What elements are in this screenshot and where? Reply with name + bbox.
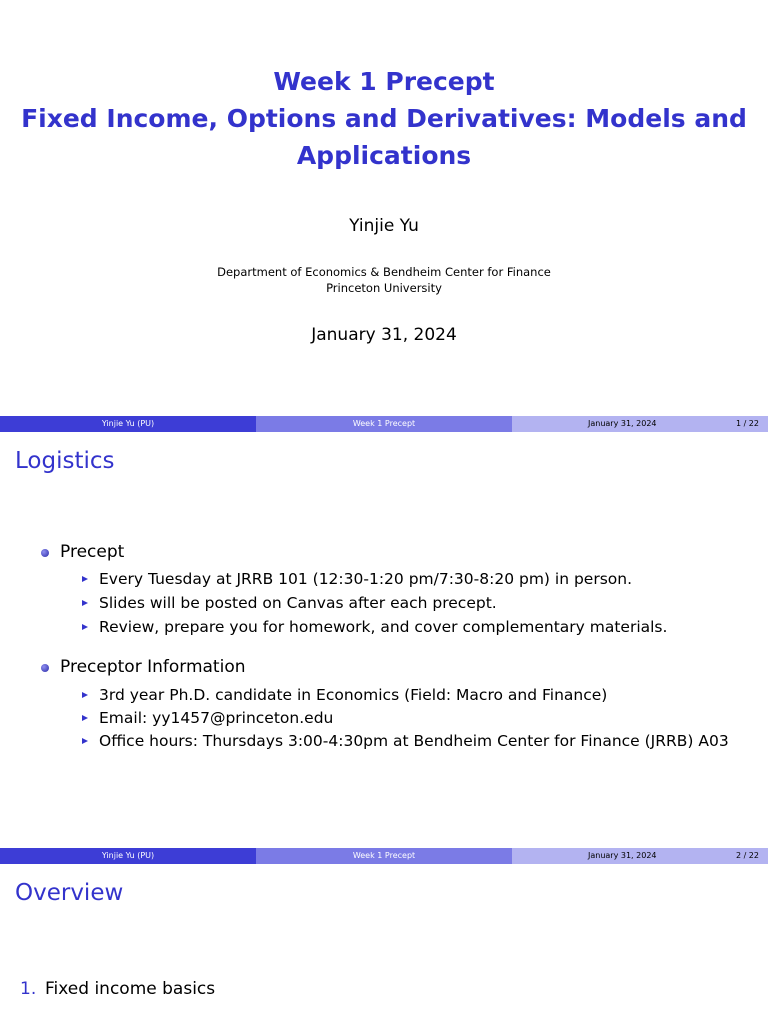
sub-list-item [99, 618, 667, 636]
bullet-icon [41, 549, 49, 557]
footer-author: Yinjie Yu (PU) [0, 416, 256, 432]
overview-slide [0, 864, 768, 1024]
footer-date: January 31, 2024 [588, 851, 657, 860]
sub-list-item-text: Office hours: Thursdays 3:00-4:30pm at Bendheim Center for Finance (JRRB) A03 [99, 732, 729, 750]
list-item-preceptor-info [60, 657, 246, 677]
list-item-label: Precept [60, 542, 125, 562]
logistics-slide [0, 432, 768, 848]
slide-footer [0, 848, 768, 864]
institution [0, 264, 768, 296]
sub-list-item-text: Slides will be posted on Canvas after each precept. [99, 594, 497, 612]
institution-department: Department of Economics & Bendheim Center for Finance [217, 265, 551, 279]
sub-list-item [99, 570, 632, 588]
presentation-date: January 31, 2024 [311, 325, 457, 345]
triangle-bullet-icon [82, 738, 88, 744]
enum-item-text: Fixed income basics [45, 979, 216, 999]
slide-footer [0, 416, 768, 432]
sub-list-item-text: 3rd year Ph.D. candidate in Economics (Field: Macro and Finance) [99, 686, 608, 704]
sub-list-item-text: Email: yy1457@princeton.edu [99, 709, 334, 727]
triangle-bullet-icon [82, 715, 88, 721]
footer-date: January 31, 2024 [588, 419, 657, 428]
triangle-bullet-icon [82, 600, 88, 606]
sub-list-item [99, 732, 729, 750]
presentation-title-line-3: Applications [296, 141, 472, 170]
footer-author: Yinjie Yu (PU) [0, 848, 256, 864]
title-slide [0, 0, 768, 416]
institution-university: Princeton University [326, 281, 442, 295]
sub-list-item-text: Every Tuesday at JRRB 101 (12:30-1:20 pm/7:30-8:20 pm) in person. [99, 570, 633, 588]
frame-title: Logistics [15, 448, 115, 474]
sub-list-item [99, 594, 497, 612]
triangle-bullet-icon [82, 576, 88, 582]
sub-list-item-text: Review, prepare you for homework, and cover complementary materials. [99, 618, 668, 636]
footer-page-number: 1 / 22 [735, 419, 759, 428]
presentation-title-line-2: Fixed Income, Options and Derivatives: Models and [21, 104, 747, 133]
footer-date-section [512, 416, 768, 432]
footer-page-number: 2 / 22 [735, 851, 759, 860]
presentation-title-line-1: Week 1 Precept [273, 67, 495, 96]
footer-date-section [512, 848, 768, 864]
triangle-bullet-icon [82, 692, 88, 698]
bullet-icon [41, 664, 49, 672]
author-name: Yinjie Yu [349, 216, 419, 236]
sub-list-item [99, 686, 607, 704]
footer-title: Week 1 Precept [256, 416, 512, 432]
list-item-precept [60, 542, 124, 562]
triangle-bullet-icon [82, 624, 88, 630]
sub-list-item [99, 709, 333, 727]
enum-number: 1. [20, 979, 37, 999]
list-item-label: Preceptor Information [60, 657, 246, 677]
frame-title: Overview [15, 880, 124, 906]
footer-title: Week 1 Precept [256, 848, 512, 864]
